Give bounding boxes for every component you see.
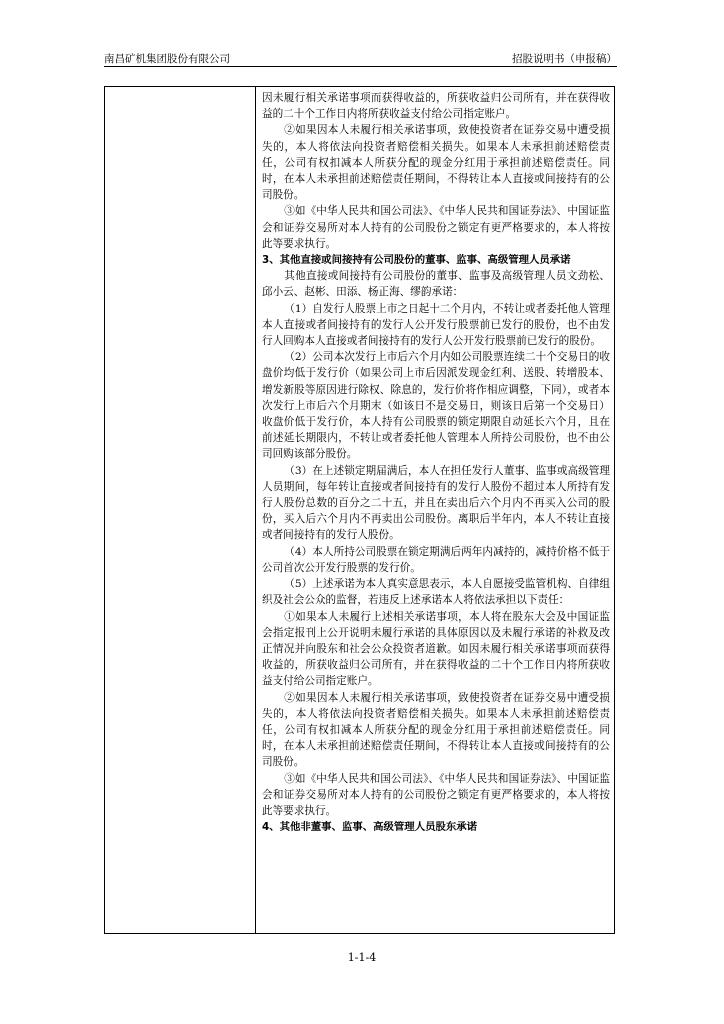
paragraph: 其他直接或间接持有公司股份的董事、监事及高级管理人员文劲松、邱小云、赵彬、田添、杨正海、缪韵承诺： [262, 270, 610, 299]
paragraph: （1）自发行人股票上市之日起十二个月内，不转让或者委托他人管理本人直接或者间接持有的发行人公开发行股票前已发行的股份，也不由发行人回购本人直接或者间接持有的发行人公开发行股票前已发行的股份。 [262, 302, 610, 348]
paragraph: （2）公司本次发行上市后六个月内如公司股票连续二十个交易日的收盘价均低于发行价（如果公司上市后因派发现金红利、送股、转增股本、增发新股等原因进行除权、除息的，发行价将作相应调整，下同），或者本次发行上市后六个月期末（如该日不是交易日，则该日后第一个交易日）收盘价低于发行价，本人持有公司股票的锁定期限自动延长六个月，且在前述延长期限内，不转让或者委托他人管理本人所持公司股份，也不由公司回购该部分股份。 [262, 351, 610, 461]
paragraph: （3）在上述锁定期届满后，本人在担任发行人董事、监事或高级管理人员期间，每年转让直接或者间接持有的发行人股份不超过本人所持有发行人股份总数的百分之二十五，并且在卖出后六个月内不再买入公司的股份，买入后六个月内不再卖出公司股份。离职后半年内，本人不转让直接或者间接持有的发行人股份。 [262, 464, 610, 542]
paragraph: （4）本人所持公司股票在锁定期满后两年内减持的，减持价格不低于公司首次公开发行股票的发行价。 [262, 545, 610, 574]
document-title: 招股说明书（申报稿） [512, 53, 617, 65]
paragraph: ②如果因本人未履行相关承诺事项，致使投资者在证券交易中遭受损失的，本人将依法向投资者赔偿相关损失。如果本人未承担前述赔偿责任，公司有权扣减本人所获分配的现金分红用于承担前述赔偿责任。同时，在本人未承担前述赔偿责任期间，不得转让本人直接或间接持有的公司股份。 [262, 124, 610, 202]
section-heading: 3、其他直接或间接持有公司股份的董事、监事、高级管理人员承诺 [262, 254, 571, 267]
page-number: 1-1-4 [347, 951, 377, 964]
section-heading: 4、其他非董事、监事、高级管理人员股东承诺 [262, 821, 478, 834]
paragraph: ①如果本人未履行上述相关承诺事项，本人将在股东大会及中国证监会指定报刊上公开说明未履行承诺的具体原因以及未履行承诺的补救及改正情况并向股东和社会公众投资者道歉。如因未履行相关承诺事项而获得收益的，所获收益归公司所有，并在获得收益的二十个工作日内将所获收益支付给公司指定账户。 [262, 610, 610, 688]
header-divider [104, 66, 617, 67]
table-left-column [105, 87, 256, 933]
commitment-table [104, 86, 615, 934]
page-header [104, 47, 617, 65]
table-content-cell [262, 90, 610, 835]
paragraph: 因未履行相关承诺事项而获得收益的，所获收益归公司所有，并在获得收益的二十个工作日内将所获收益支付给公司指定账户。 [262, 92, 610, 121]
company-name: 南昌矿机集团股份有限公司 [104, 53, 230, 65]
paragraph: ③如《中华人民共和国公司法》、《中华人民共和国证券法》、中国证监会和证券交易所对本人持有的公司股份之锁定有更严格要求的，本人将按此等要求执行。 [262, 772, 610, 817]
paragraph: ②如果因本人未履行相关承诺事项，致使投资者在证券交易中遭受损失的，本人将依法向投资者赔偿相关损失。如果本人未承担前述赔偿责任，公司有权扣减本人所获分配的现金分红用于承担前述赔偿责任。同时，在本人未承担前述赔偿责任期间，不得转让本人直接或间接持有的公司股份。 [262, 691, 610, 769]
paragraph: （5）上述承诺为本人真实意思表示，本人自愿接受监管机构、自律组织及社会公众的监督，若违反上述承诺本人将依法承担以下责任： [262, 578, 610, 607]
paragraph: ③如《中华人民共和国公司法》、《中华人民共和国证券法》、中国证监会和证券交易所对本人持有的公司股份之锁定有更严格要求的，本人将按此等要求执行。 [262, 205, 610, 250]
